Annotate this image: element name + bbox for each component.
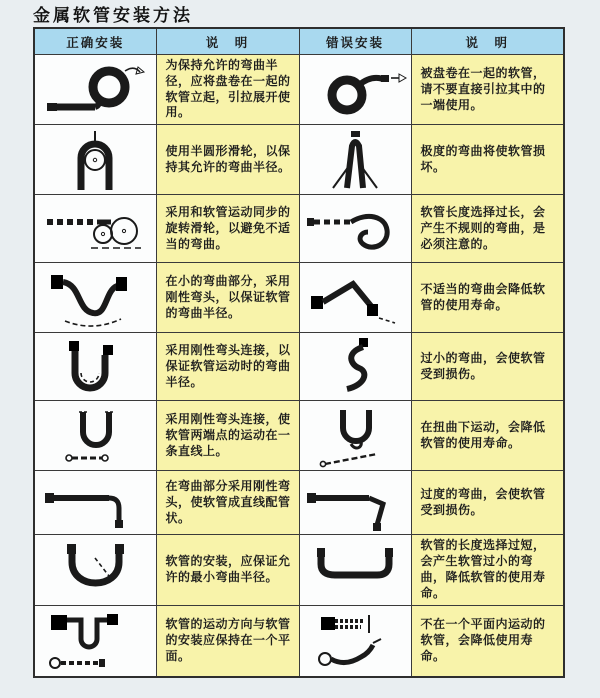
rigid-elbow-curve-icon <box>39 266 151 330</box>
wrong-image-cell <box>299 605 411 677</box>
wrong-note: 不在一个平面内运动的软管，会降低使用寿命。 <box>411 605 564 677</box>
wrong-image-cell <box>299 471 411 535</box>
wrong-image-cell <box>299 125 411 195</box>
correct-note: 采用刚性弯头连接，以保证软管运动时的弯曲半径。 <box>156 333 299 401</box>
wrong-image-cell <box>299 263 411 333</box>
header-wrong-install: 错误安装 <box>299 28 411 55</box>
excess-length-loop-icon <box>303 198 407 260</box>
table-row <box>34 55 564 125</box>
correct-note: 软管的安装，应保证允许的最小弯曲半径。 <box>156 535 299 605</box>
header-correct-install: 正确安装 <box>34 28 156 55</box>
coplanar-motion-hose-icon <box>39 607 151 675</box>
wrong-note: 过度的弯曲，会使软管受到损伤。 <box>411 471 564 535</box>
wrong-image-cell <box>299 333 411 401</box>
header-explanation-2: 说 明 <box>411 28 564 55</box>
correct-note: 采用和软管运动同步的旋转滑轮，以避免不适当的弯曲。 <box>156 195 299 263</box>
correct-note: 使用半圆形滑轮，以保持其允许的弯曲半径。 <box>156 125 299 195</box>
header-explanation-1: 说 明 <box>156 28 299 55</box>
non-coplanar-hose-icon <box>303 607 407 675</box>
table-row <box>34 333 564 401</box>
straight-pipe-elbow-icon <box>39 473 151 533</box>
table-row <box>34 605 564 677</box>
wrong-image-cell <box>299 195 411 263</box>
too-small-bend-icon <box>303 335 407 399</box>
table-row <box>34 535 564 605</box>
inline-motion-u-hose-icon <box>39 404 151 468</box>
table-row <box>34 195 564 263</box>
twisted-u-hose-icon <box>303 404 407 468</box>
wrong-note: 极度的弯曲将使软管损坏。 <box>411 125 564 195</box>
min-bend-radius-u-icon <box>39 538 151 602</box>
wrong-note: 软管长度选择过长，会产生不规则的弯曲，是必须注意的。 <box>411 195 564 263</box>
wrong-note: 在扭曲下运动，会降低软管的使用寿命。 <box>411 401 564 471</box>
correct-image-cell <box>34 605 156 677</box>
wrong-image-cell <box>299 535 411 605</box>
improper-bend-icon <box>303 266 407 330</box>
pulley-guided-hose-icon <box>39 128 151 192</box>
wrong-image-cell <box>299 401 411 471</box>
synchronized-rollers-icon <box>39 198 151 260</box>
header-row <box>34 28 564 55</box>
correct-image-cell <box>34 471 156 535</box>
pulled-coil-hose-icon <box>303 59 407 121</box>
wrong-note: 软管的长度选择过短，会产生软管过小的弯曲，降低软管的使用寿命。 <box>411 535 564 605</box>
correct-note: 软管的运动方向与软管的安装应保持在一个平面。 <box>156 605 299 677</box>
wrong-note: 不适当的弯曲会降低软管的使用寿命。 <box>411 263 564 333</box>
installation-table <box>33 27 565 678</box>
overbent-hose-icon <box>303 128 407 192</box>
table-row <box>34 263 564 333</box>
correct-image-cell <box>34 333 156 401</box>
correct-image-cell <box>34 195 156 263</box>
upright-coil-hose-icon <box>39 59 151 121</box>
rigid-elbow-u-hose-icon <box>39 335 151 399</box>
correct-image-cell <box>34 125 156 195</box>
correct-image-cell <box>34 401 156 471</box>
table-row <box>34 401 564 471</box>
overbent-pipe-end-icon <box>303 473 407 533</box>
wrong-image-cell <box>299 55 411 125</box>
wrong-note: 过小的弯曲，会使软管受到损伤。 <box>411 333 564 401</box>
correct-note: 在小的弯曲部分，采用刚性弯头，以保证软管的弯曲半径。 <box>156 263 299 333</box>
correct-image-cell <box>34 535 156 605</box>
correct-image-cell <box>34 55 156 125</box>
too-short-hose-icon <box>303 538 407 602</box>
correct-note: 采用刚性弯头连接，使软管两端点的运动在一条直线上。 <box>156 401 299 471</box>
correct-note: 在弯曲部分采用刚性弯头，使软管成直线配管状。 <box>156 471 299 535</box>
correct-image-cell <box>34 263 156 333</box>
table-row <box>34 125 564 195</box>
table-row <box>34 471 564 535</box>
correct-note: 为保持允许的弯曲半径，应将盘卷在一起的软管立起，引拉展开使用。 <box>156 55 299 125</box>
wrong-note: 被盘卷在一起的软管，请不要直接引拉其中的一端使用。 <box>411 55 564 125</box>
page-title: 金属软管安装方法 <box>33 6 193 26</box>
